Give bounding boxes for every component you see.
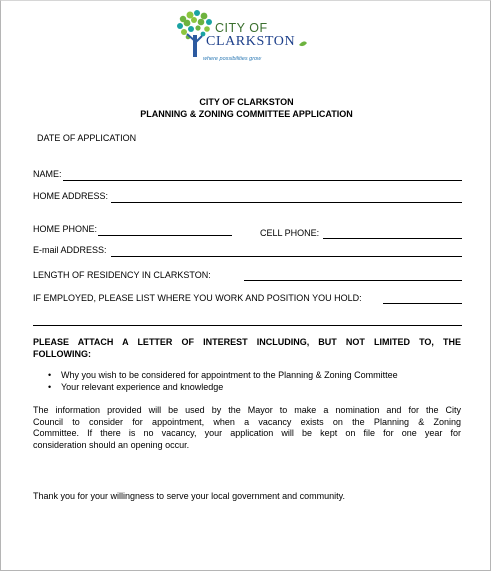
email-field[interactable] [111, 256, 462, 257]
length-of-residency-label: LENGTH OF RESIDENCY IN CLARKSTON: [33, 270, 211, 280]
name-field[interactable] [63, 180, 462, 181]
logo-city-of: CITY OF [215, 21, 268, 35]
home-address-label: HOME ADDRESS: [33, 191, 109, 201]
logo-clarkston: CLARKSTON [206, 34, 296, 49]
home-phone-label: HOME PHONE: [33, 224, 98, 234]
email-label: E-mail ADDRESS: [33, 245, 107, 255]
cell-phone-field[interactable] [323, 238, 462, 239]
info-paragraph-line-3: Committee. If there is no vacancy, your application will be kept on file for one year for [33, 428, 461, 438]
info-paragraph-line-1: The information provided will be used by the Mayor to make a nomination and for the City [33, 405, 461, 415]
thank-you-text: Thank you for your willingness to serve your local government and community. [33, 491, 345, 501]
info-paragraph-line-2: Council to consider for appointment, when a vacancy exists on the Planning & Zoning [33, 416, 461, 427]
name-label: NAME: [33, 169, 62, 179]
date-of-application-label: DATE OF APPLICATION [37, 133, 137, 143]
length-of-residency-field[interactable] [244, 280, 462, 281]
home-phone-field[interactable] [98, 235, 232, 236]
attach-instruction-line-1: PLEASE ATTACH A LETTER OF INTEREST INCLUDING, BUT NOT LIMITED TO, THE [33, 337, 461, 347]
header-line-1: CITY OF CLARKSTON [199, 97, 294, 107]
bullet-item-1: Why you wish to be considered for appointment to the Planning & Zoning Committee [61, 370, 398, 380]
employment-field[interactable] [383, 303, 462, 304]
attach-instruction-line-2: FOLLOWING: [33, 349, 91, 359]
employment-label: IF EMPLOYED, PLEASE LIST WHERE YOU WORK AND POSITION YOU HOLD: [33, 293, 362, 303]
bullet-item-2: Your relevant experience and knowledge [61, 382, 224, 392]
info-paragraph-line-4: consideration should an opening occur. [33, 439, 190, 450]
bullet-icon: • [48, 370, 52, 380]
header-line-2: PLANNING & ZONING COMMITTEE APPLICATION [140, 109, 353, 119]
cell-phone-label: CELL PHONE: [260, 228, 320, 238]
employment-field-line-2[interactable] [33, 325, 462, 326]
bullet-icon: • [48, 382, 52, 392]
home-address-field[interactable] [111, 202, 462, 203]
logo-tagline: where possibilities grow [203, 56, 262, 62]
